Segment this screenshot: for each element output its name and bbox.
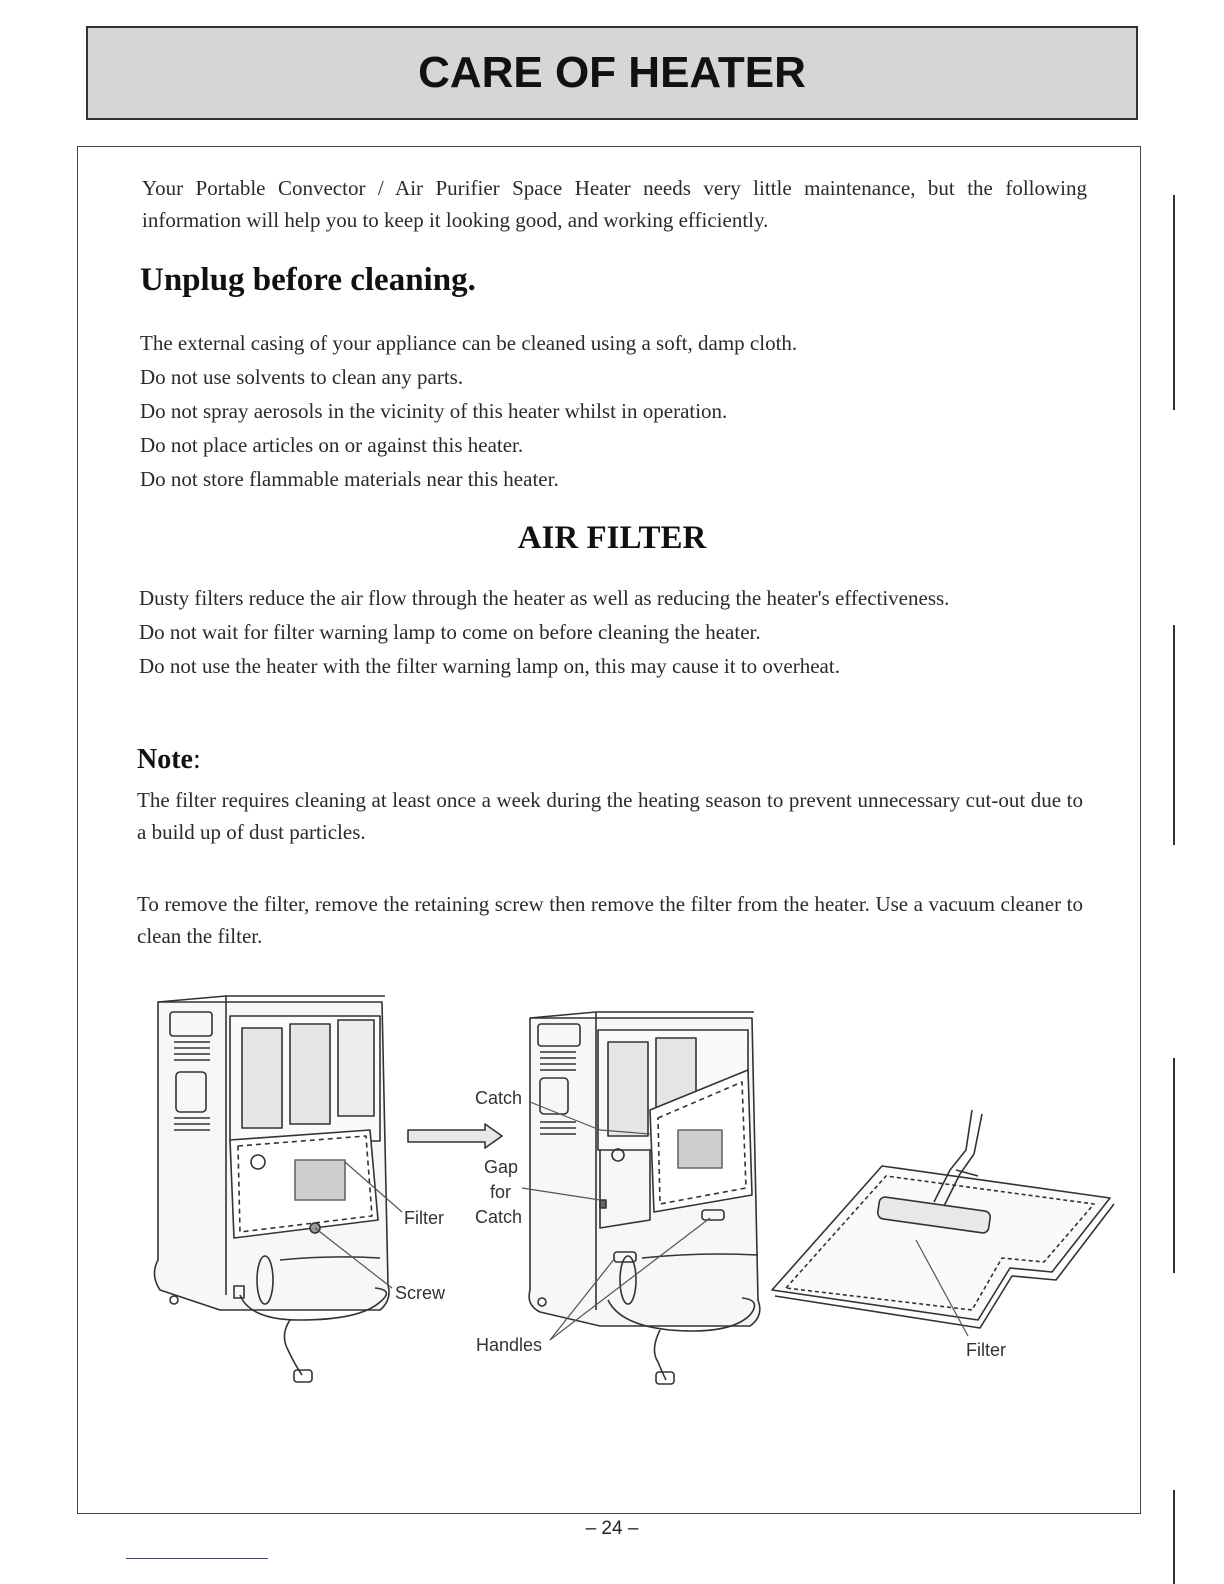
instruction-line: Do not use solvents to clean any parts. xyxy=(140,365,464,389)
intro-paragraph: Your Portable Convector / Air Purifier Space Heater needs very little maintenance, but the following information will help you to keep it looking good, and working efficiently. xyxy=(142,176,1087,232)
air-filter-heading: AIR FILTER xyxy=(517,520,707,556)
air-filter-line: Do not use the heater with the filter warning lamp on, this may cause it to overheat. xyxy=(139,654,840,678)
air-filter-paragraph: Dusty filters reduce the air flow through the heater as well as reducing the heater's effectiveness. xyxy=(139,586,950,610)
instruction-line: Do not place articles on or against this heater. xyxy=(140,433,524,457)
note-heading xyxy=(137,744,201,776)
instruction-line: Do not store flammable materials near this heater. xyxy=(140,467,559,491)
note-heading-colon: : xyxy=(192,744,201,775)
label-filter-right: Filter xyxy=(966,1340,1006,1360)
air-filter-line: Do not wait for filter warning lamp to come on before cleaning the heater. xyxy=(139,620,761,644)
remove-filter-paragraph: To remove the filter, remove the retaining screw then remove the filter from the heater. Use a vacuum cleaner to clean the filter. xyxy=(137,892,1083,948)
scan-edge-line xyxy=(1173,195,1175,410)
filter-vacuum-drawing xyxy=(772,1110,1114,1328)
filter-removal-illustration xyxy=(130,990,1130,1390)
label-gap-catch: Catch xyxy=(475,1207,523,1227)
scan-edge-line xyxy=(1173,1490,1175,1584)
label-for: for xyxy=(490,1182,512,1202)
page-title: CARE OF HEATER xyxy=(418,48,806,97)
heater-center-drawing xyxy=(529,1012,760,1384)
page-number: – 24 – xyxy=(585,1518,639,1539)
label-screw: Screw xyxy=(395,1283,446,1303)
footer-rule xyxy=(126,1558,268,1559)
heater-left-drawing xyxy=(154,996,389,1382)
label-handles: Handles xyxy=(476,1335,543,1355)
air-filter-body xyxy=(139,582,1083,682)
scan-edge-line xyxy=(1173,1058,1175,1273)
instruction-line: The external casing of your appliance can be cleaned using a soft, damp cloth. xyxy=(140,331,798,355)
care-instructions xyxy=(140,326,1080,496)
note-paragraph: The filter requires cleaning at least once a week during the heating season to prevent unnecessary cut-out due to a build up of dust particles. xyxy=(137,788,1083,844)
instruction-line: Do not spray aerosols in the vicinity of this heater whilst in operation. xyxy=(140,399,728,423)
label-catch: Catch xyxy=(475,1088,523,1108)
label-gap: Gap xyxy=(484,1157,519,1177)
label-filter-left: Filter xyxy=(404,1208,444,1228)
scan-edge-line xyxy=(1173,625,1175,845)
note-heading-label: Note xyxy=(137,744,193,775)
unplug-heading: Unplug before cleaning. xyxy=(140,262,476,298)
title-banner xyxy=(86,26,1138,120)
